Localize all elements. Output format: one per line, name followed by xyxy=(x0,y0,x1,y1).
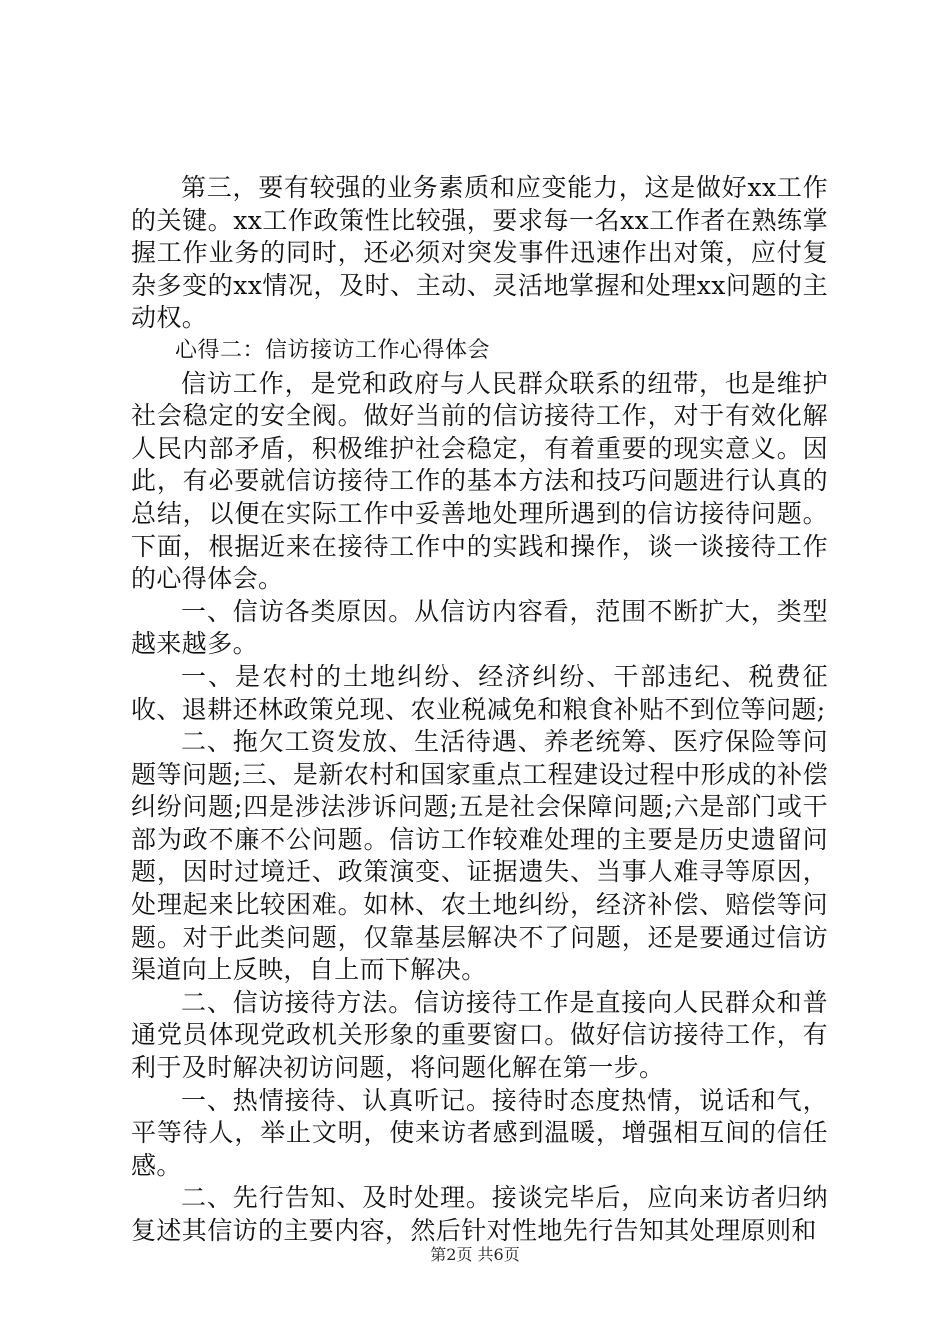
page-number-footer: 第2页 共6页 xyxy=(430,1245,520,1264)
paragraph-2: 信访工作，是党和政府与人民群众联系的纽带，也是维护社会稳定的安全阀。做好当前的信访接待工作，对于有效化解人民内部矛盾，积极维护社会稳定，有着重要的现实意义。因此，有必要就信访接待工作的基本方法和技巧问题进行认真的总结，以便在实际工作中妥善地处理所遇到的信访接待问题。下面，根据近来在接待工作中的实践和操作，谈一谈接待工作的心得体会。 xyxy=(131,368,828,594)
paragraph-8: 二、先行告知、及时处理。接谈完毕后，应向来访者归纳复述其信访的主要内容，然后针对性地先行告知其处理原则和 xyxy=(131,1183,828,1245)
paragraph-1: 第三，要有较强的业务素质和应变能力，这是做好xx工作的关键。xx工作政策性比较强，要求每一名xx工作者在熟练掌握工作业务的同时，还必须对突发事件迅速作出对策，应付复杂多变的xx情况，及时、主动、灵活地掌握和处理xx问题的主动权。 xyxy=(131,173,828,333)
paragraph-3: 一、信访各类原因。从信访内容看，范围不断扩大，类型越来越多。 xyxy=(131,596,828,659)
paragraph-6: 二、信访接待方法。信访接待工作是直接向人民群众和普通党员体现党政机关形象的重要窗口。做好信访接待工作，有利于及时解决初访问题，将问题化解在第一步。 xyxy=(131,987,828,1083)
document-body xyxy=(131,172,828,1248)
paragraph-4: 一、是农村的土地纠纷、经济纠纷、干部违纪、税费征收、退耕还林政策兑现、农业税减免和粮食补贴不到位等问题; xyxy=(131,661,828,724)
paragraph-5: 二、拖欠工资发放、生活待遇、养老统筹、医疗保险等问题等问题;三、是新农村和国家重点工程建设过程中形成的补偿纠纷问题;四是涉法涉诉问题;五是社会保障问题;六是部门或干部为政不廉不公问题。信访工作较难处理的主要是历史遗留问题，因时过境迁、政策演变、证据遗失、当事人难寻等原因，处理起来比较困难。如林、农土地纠纷，经济补偿、赔偿等问题。对于此类问题，仅靠基层解决不了问题，还是要通过信访渠道向上反映，自上而下解决。 xyxy=(131,727,828,985)
paragraph-7: 一、热情接待、认真听记。接待时态度热情，说话和气，平等待人，举止文明，使来访者感到温暖，增强相互间的信任感。 xyxy=(131,1085,828,1180)
section-heading: 心得二：信访接访工作心得体会 xyxy=(175,337,491,363)
